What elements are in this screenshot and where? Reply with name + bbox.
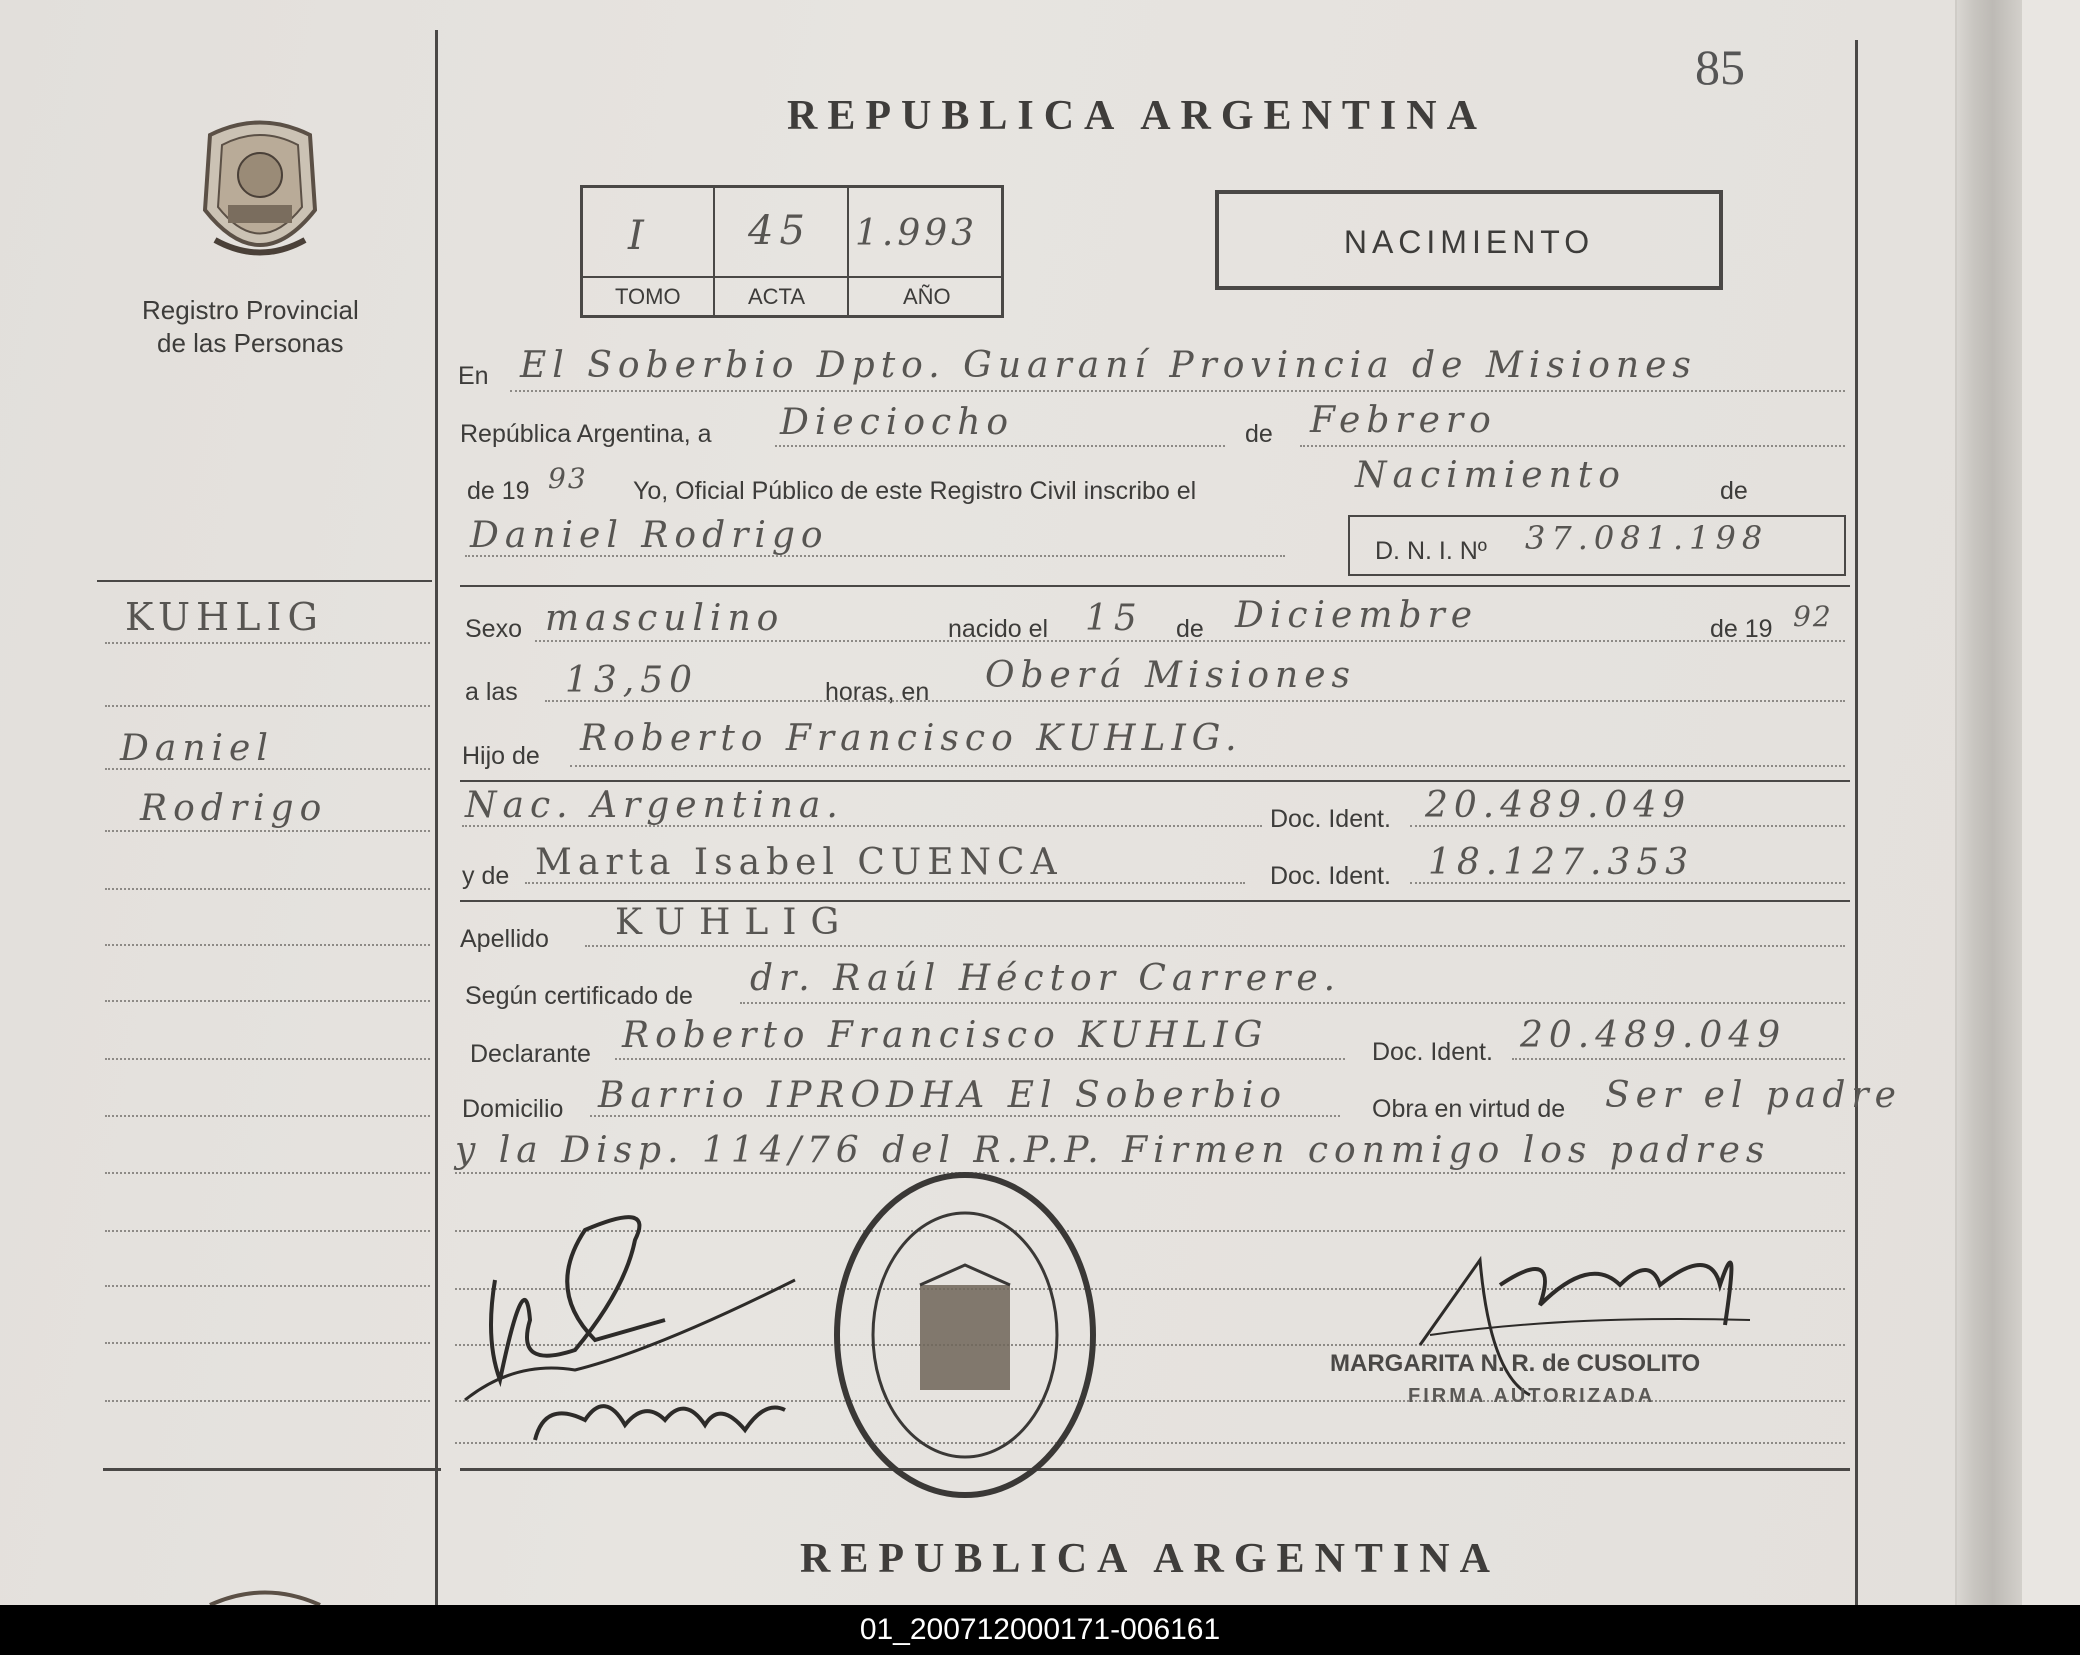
apellido-line (585, 945, 1845, 947)
hijo-label: Hijo de (462, 742, 540, 770)
de-label: de (1245, 420, 1273, 448)
official-role: FIRMA AUTORIZADA (1408, 1385, 1656, 1407)
certificado-label: Según certificado de (465, 982, 693, 1010)
nacido-label: nacido el (948, 615, 1049, 643)
tomo-label: TOMO (615, 284, 681, 309)
domicilio-value: Barrio IPRODHA El Soberbio (598, 1075, 1288, 1116)
margin-line-5 (105, 888, 430, 890)
birth-day: 15 (1085, 598, 1143, 639)
declarante-doc-line (1512, 1058, 1845, 1060)
place-value: Oberá Misiones (985, 655, 1356, 696)
official-name: MARGARITA N. R. de CUSOLITO (1330, 1350, 1701, 1377)
birth-month: Diciembre (1235, 595, 1479, 636)
left-column-divider (435, 30, 438, 1605)
sexo-line (535, 640, 1845, 642)
day-line (775, 445, 1225, 447)
acta-label: ACTA (748, 284, 806, 309)
page-title: REPUBLICA ARGENTINA (787, 93, 1487, 139)
continuation-line (455, 1172, 1845, 1174)
parent-signature (455, 1200, 835, 1460)
month-line (1300, 445, 1845, 447)
en-label: En (458, 362, 489, 390)
margin-first-name: Daniel (120, 728, 274, 769)
dni-box (1348, 515, 1846, 576)
month-value: Febrero (1310, 400, 1497, 441)
acta-value: 45 (748, 208, 811, 254)
footer-title: REPUBLICA ARGENTINA (800, 1536, 1500, 1582)
image-caption: 01_200712000171-006161 (0, 1605, 2080, 1655)
declarante-value: Roberto Francisco KUHLIG (622, 1015, 1269, 1056)
margin-divider-2 (103, 1468, 441, 1471)
father-line (570, 765, 1845, 767)
declarante-line (615, 1058, 1345, 1060)
obra-value: Ser el padre (1605, 1075, 1902, 1116)
father-value: Roberto Francisco KUHLIG. (580, 718, 1243, 759)
record-type-box (1215, 190, 1723, 290)
margin-second-name: Rodrigo (140, 788, 328, 829)
certificado-value: dr. Raúl Héctor Carrere. (750, 958, 1342, 999)
sexo-label: Sexo (465, 615, 522, 643)
margin-line-13 (105, 1342, 430, 1344)
margin-line-8 (105, 1058, 430, 1060)
margin-line-7 (105, 1000, 430, 1002)
a-las-label: a las (465, 678, 518, 706)
year-prefix: de 19 (467, 477, 530, 505)
doc-label-declarante: Doc. Ident. (1372, 1038, 1493, 1066)
misiones-seal-icon (190, 115, 330, 270)
domicilio-line (590, 1115, 1340, 1117)
oficial-text: Yo, Oficial Público de este Registro Civil inscribo el (633, 477, 1197, 505)
nationality-line (462, 825, 1262, 827)
margin-line-4 (105, 830, 430, 832)
margin-line-3 (105, 768, 430, 770)
obra-label: Obra en virtud de (1372, 1095, 1566, 1123)
margin-line-14 (105, 1400, 430, 1402)
margin-line-6 (105, 944, 430, 946)
dni-value: 37.081.198 (1525, 519, 1769, 557)
place-line (545, 700, 1845, 702)
mother-value: Marta Isabel CUENCA (535, 842, 1063, 883)
declarante-doc: 20.489.049 (1520, 1015, 1787, 1056)
continuation-text: y la Disp. 114/76 del R.P.P. Firmen conmigo los padres (455, 1130, 1771, 1171)
margin-line-12 (105, 1285, 430, 1287)
margin-line-2 (105, 705, 430, 707)
inscribe-value: Nacimiento (1355, 455, 1626, 496)
domicilio-label: Domicilio (462, 1095, 564, 1123)
mother-doc-line (1410, 882, 1845, 884)
child-name: Daniel Rodrigo (470, 515, 829, 556)
birth-year-prefix: de 19 (1710, 615, 1773, 643)
certificado-line (740, 1002, 1845, 1004)
registry-name-line1: Registro Provincial (142, 295, 359, 325)
ano-value: 1.993 (855, 213, 979, 254)
margin-divider-1 (97, 580, 432, 582)
ano-label: AÑO (903, 284, 951, 309)
father-doc: 20.489.049 (1425, 785, 1692, 826)
partial-seal-icon (205, 1590, 325, 1605)
de-label-3: de (1176, 615, 1204, 643)
margin-line-9 (105, 1115, 430, 1117)
mother-line (525, 882, 1245, 884)
hour-value: 13,50 (565, 660, 699, 701)
republica-label: República Argentina, a (460, 420, 712, 448)
birth-year: 92 (1793, 600, 1833, 633)
sexo-value: masculino (545, 598, 785, 639)
section-divider-2 (460, 780, 1850, 782)
de-label-2: de (1720, 477, 1748, 505)
father-doc-line (1410, 825, 1845, 827)
registry-stamp (825, 1165, 1105, 1505)
father-nationality: Nac. Argentina. (465, 785, 844, 826)
doc-label-mother: Doc. Ident. (1270, 862, 1391, 890)
page-number: 85 (1695, 39, 1745, 95)
margin-line-1 (105, 642, 430, 644)
mother-doc: 18.127.353 (1428, 842, 1695, 883)
section-divider-4 (460, 1468, 1850, 1471)
registry-name-line2: de las Personas (157, 328, 344, 358)
margin-line-11 (105, 1230, 430, 1232)
margin-line-10 (105, 1172, 430, 1174)
horas-label: horas, en (825, 678, 930, 706)
record-table (580, 185, 1004, 318)
apellido-label: Apellido (460, 925, 549, 953)
year-value: 93 (548, 462, 588, 495)
y-de-label: y de (462, 862, 510, 890)
section-divider-1 (460, 585, 1850, 587)
day-value: Dieciocho (780, 402, 1015, 443)
dni-label: D. N. I. Nº (1375, 537, 1487, 565)
book-binding (1955, 0, 2022, 1605)
margin-surname: KUHLIG (125, 595, 324, 639)
tomo-value: I (628, 213, 650, 259)
en-line (510, 390, 1845, 392)
apellido-value: KUHLIG (615, 902, 854, 943)
record-type-label: NACIMIENTO (1343, 224, 1595, 260)
right-border (1855, 40, 1858, 1605)
doc-label-father: Doc. Ident. (1270, 805, 1391, 833)
declarante-label: Declarante (470, 1040, 591, 1068)
en-value: El Soberbio Dpto. Guaraní Provincia de Misiones (520, 345, 1697, 386)
